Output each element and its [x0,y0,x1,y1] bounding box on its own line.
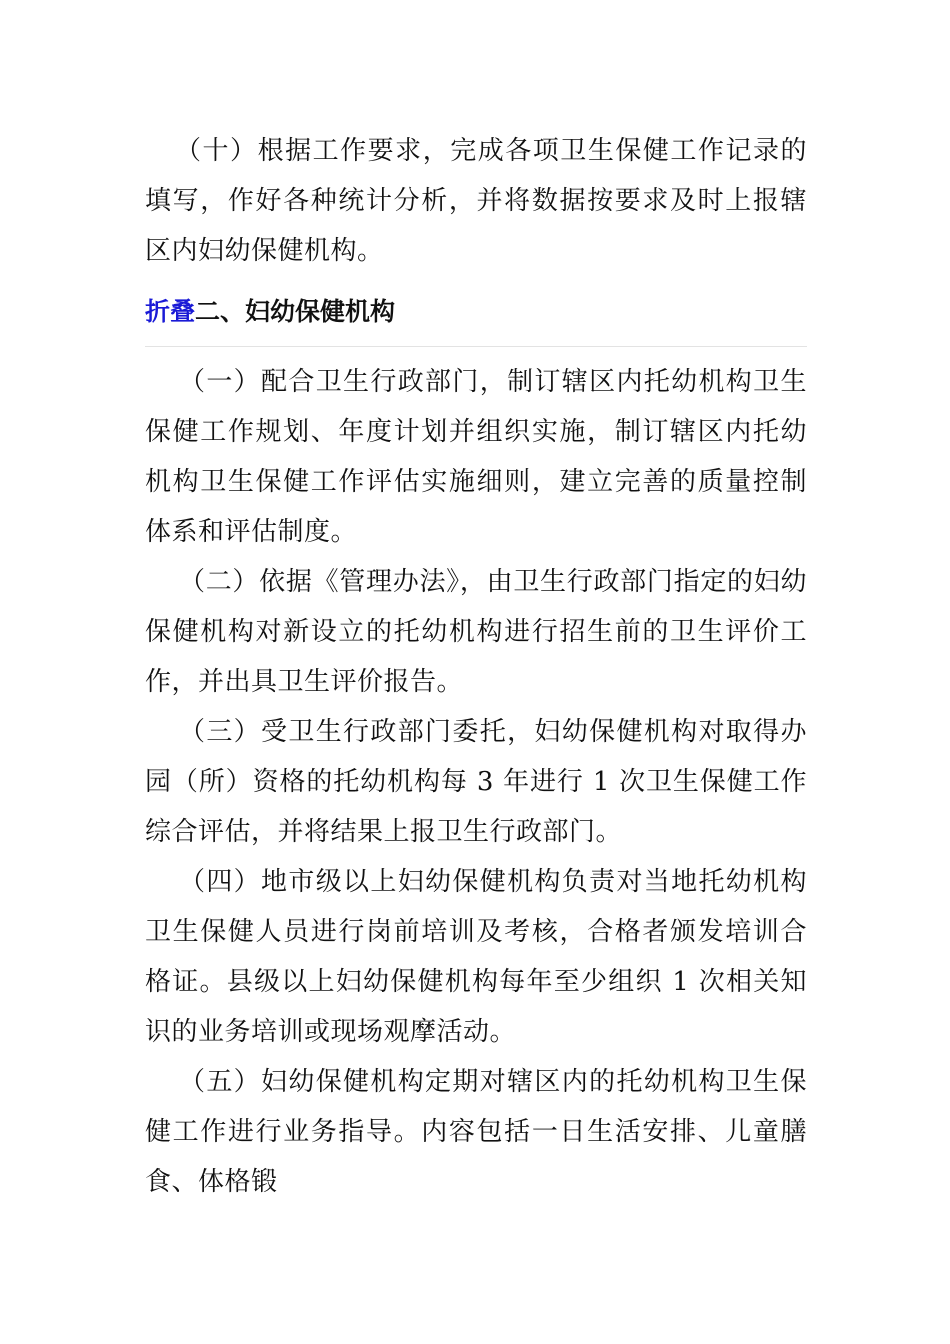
paragraph-item-2: （二）依据《管理办法》，由卫生行政部门指定的妇幼保健机构对新设立的托幼机构进行招生前的卫生评价工作，并出具卫生评价报告。 [145,567,807,697]
section-divider [145,346,807,347]
document-page [145,126,807,1207]
fold-link[interactable]: 折叠 [145,297,196,326]
section-title: 二、妇幼保健机构 [195,297,396,326]
section-body [145,357,807,1207]
section-heading [145,290,807,334]
paragraph-item-1: （一）配合卫生行政部门，制订辖区内托幼机构卫生保健工作规划、年度计划并组织实施，制订辖区内托幼机构卫生保健工作评估实施细则，建立完善的质量控制体系和评估制度。 [145,367,807,547]
paragraph-item-10: （十）根据工作要求，完成各项卫生保健工作记录的填写，作好各种统计分析，并将数据按要求及时上报辖区内妇幼保健机构。 [145,136,807,266]
paragraph-item-5: （五）妇幼保健机构定期对辖区内的托幼机构卫生保健工作进行业务指导。内容包括一日生活安排、儿童膳食、体格锻 [145,1067,807,1197]
paragraph-item-4: （四）地市级以上妇幼保健机构负责对当地托幼机构卫生保健人员进行岗前培训及考核，合格者颁发培训合格证。县级以上妇幼保健机构每年至少组织 1 次相关知识的业务培训或现场观摩活动。 [145,867,807,1047]
paragraph-item-3: （三）受卫生行政部门委托，妇幼保健机构对取得办园（所）资格的托幼机构每 3 年进行 1 次卫生保健工作综合评估，并将结果上报卫生行政部门。 [145,717,807,847]
